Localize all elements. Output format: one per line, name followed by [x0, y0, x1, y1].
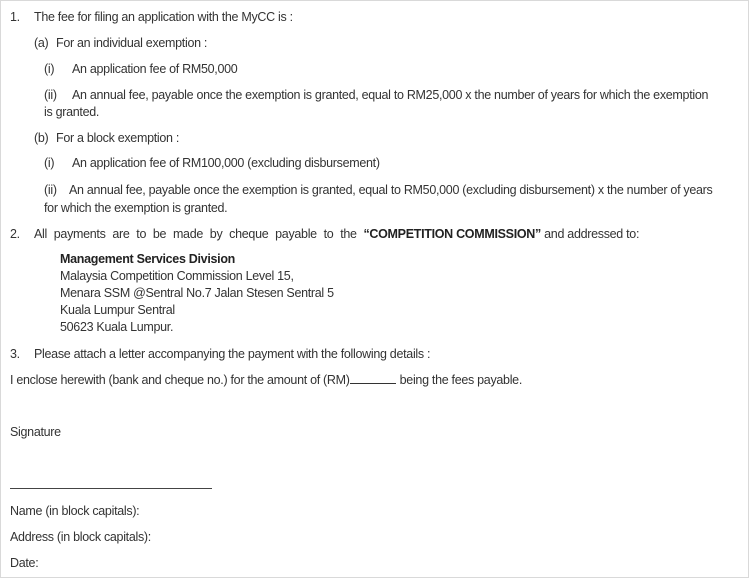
item-1a-ii: [44, 88, 708, 102]
address-line-2: Menara SSM @Sentral No.7 Jalan Stesen Sentral 5: [60, 286, 334, 300]
date-field-label: Date:: [10, 556, 39, 570]
item-1b-ii-number: (ii): [44, 183, 57, 197]
address-field-label: Address (in block capitals):: [10, 530, 151, 544]
item-3: [10, 347, 430, 361]
item-1a-i-text: An application fee of RM50,000: [72, 62, 238, 76]
enclose-text-before: I enclose herewith (bank and cheque no.) for the amount of (RM): [10, 373, 350, 387]
item-1b: [34, 131, 179, 145]
item-1b-i-number: (i): [44, 156, 55, 170]
item-1b-i: [44, 156, 380, 170]
item-1b-number: (b): [34, 131, 49, 145]
item-3-text: Please attach a letter accompanying the payment with the following details :: [34, 347, 431, 361]
item-2-number: 2.: [10, 227, 20, 241]
item-1a-number: (a): [34, 36, 49, 50]
item-1: [10, 10, 293, 24]
item-1a-ii-number: (ii): [44, 88, 57, 102]
item-1a-ii-text-line1: An annual fee, payable once the exemption is granted, equal to RM25,000 x the number of years for which the exemption: [72, 88, 709, 102]
item-1b-ii: [44, 183, 712, 197]
item-1a-text: For an individual exemption :: [56, 36, 208, 50]
enclose-text-after: being the fees payable.: [399, 373, 523, 387]
item-1b-i-text: An application fee of RM100,000 (excluding disbursement): [72, 156, 380, 170]
item-1a: [34, 36, 207, 50]
item-2-text-before: All payments are to be made by cheque payable to the: [34, 227, 364, 241]
item-1-text: The fee for filing an application with the MyCC is :: [34, 10, 293, 24]
address-line-3: Kuala Lumpur Sentral: [60, 303, 175, 317]
address-line-1: Malaysia Competition Commission Level 15,: [60, 269, 294, 283]
item-1b-ii-text-line2: for which the exemption is granted.: [44, 201, 228, 215]
item-3-number: 3.: [10, 347, 20, 361]
signature-line: [10, 488, 212, 489]
amount-blank: [350, 373, 396, 384]
item-1a-i: [44, 62, 237, 76]
item-1a-i-number: (i): [44, 62, 55, 76]
item-1b-ii-text-line1: An annual fee, payable once the exemption is granted, equal to RM50,000 (excluding disbursement) x the number of years: [69, 183, 713, 197]
item-2-payee: “COMPETITION COMMISSION”: [363, 227, 541, 241]
address-division-name: Management Services Division: [60, 252, 236, 266]
item-1b-text: For a block exemption :: [56, 131, 180, 145]
item-1-number: 1.: [10, 10, 20, 24]
item-2: [10, 227, 639, 241]
item-1a-ii-text-line2: is granted.: [44, 105, 100, 119]
enclose-statement: [10, 373, 522, 387]
name-field-label: Name (in block capitals):: [10, 504, 140, 518]
signature-label: Signature: [10, 425, 61, 439]
address-line-4: 50623 Kuala Lumpur.: [60, 320, 174, 334]
item-2-text-after: and addressed to:: [540, 227, 640, 241]
